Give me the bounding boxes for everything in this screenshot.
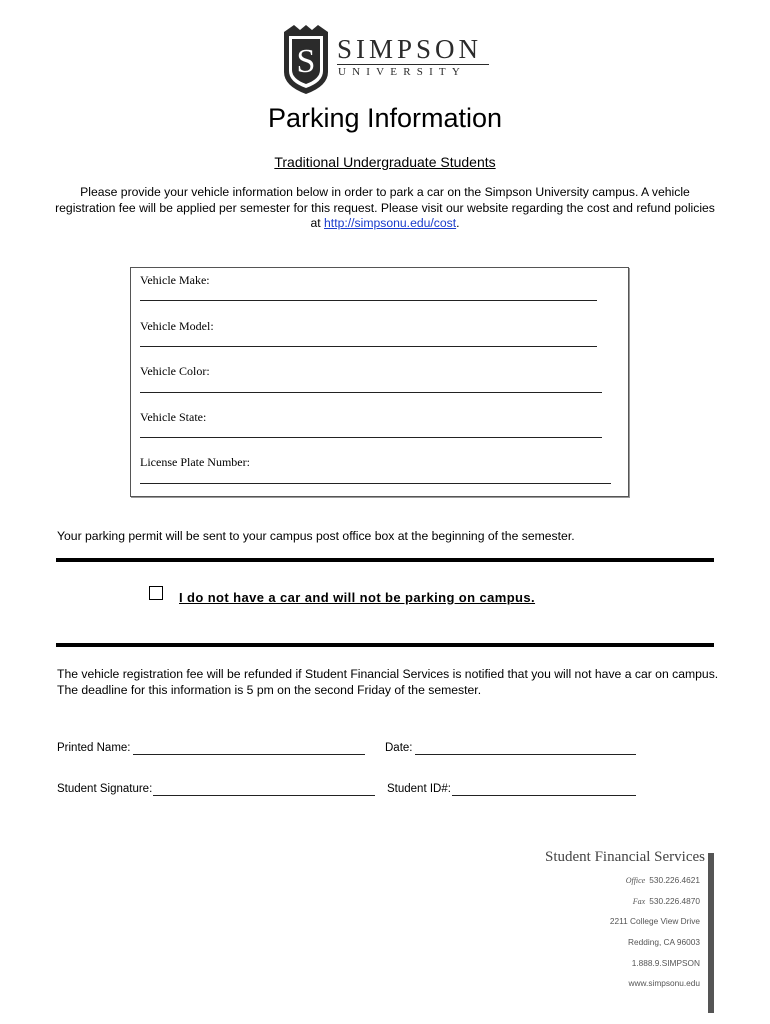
student-id-label: Student ID#: (387, 783, 451, 795)
vehicle-state-field[interactable] (140, 437, 602, 438)
intro-after: . (456, 216, 460, 230)
date-field[interactable] (415, 754, 636, 755)
vehicle-make-label: Vehicle Make: (140, 273, 210, 287)
vehicle-model-label: Vehicle Model: (140, 319, 214, 333)
office-phone: 530.226.4621 (649, 875, 700, 885)
printed-name-label: Printed Name: (57, 742, 131, 754)
fax-phone: 530.226.4870 (649, 896, 700, 906)
page-subtitle: Traditional Undergraduate Students (274, 154, 496, 170)
footer-city: Redding, CA 96003 (628, 937, 700, 947)
cost-policy-link[interactable]: http://simpsonu.edu/cost (324, 216, 457, 230)
logo-subtitle: UNIVERSITY (338, 66, 466, 78)
divider-top (56, 558, 714, 562)
footer-toll-free: 1.888.9.SIMPSON (631, 958, 700, 968)
footer-accent-bar (708, 853, 714, 1013)
refund-note: The vehicle registration fee will be refunded if Student Financial Services is notified that you will not have a car on campus. The deadline for this information is 5 pm on the second Friday of the semester. (57, 667, 719, 697)
fax-label: Fax (632, 897, 646, 906)
vehicle-color-field[interactable] (140, 392, 602, 393)
divider-bottom (56, 643, 714, 647)
footer-website: www.simpsonu.edu (628, 978, 700, 988)
intro-paragraph (55, 185, 715, 232)
intro-text: Please provide your vehicle information below in order to park a car on the Simpson University campus. A vehicle registration fee will be applied per semester for this request. Please visit our website regarding the cost and refund policies at (55, 185, 715, 230)
printed-name-field[interactable] (133, 754, 365, 755)
date-label: Date: (385, 742, 413, 754)
permit-note: Your parking permit will be sent to your campus post office box at the beginning of the semester. (57, 529, 575, 543)
vehicle-color-label: Vehicle Color: (140, 364, 210, 378)
vehicle-make-field[interactable] (140, 300, 597, 301)
logo-divider (337, 64, 489, 65)
student-signature-label: Student Signature: (57, 783, 153, 795)
vehicle-model-field[interactable] (140, 346, 597, 347)
no-car-checkbox[interactable] (149, 586, 163, 600)
vehicle-state-label: Vehicle State: (140, 410, 207, 424)
no-car-label: I do not have a car and will not be parking on campus. (179, 590, 536, 605)
logo-wordmark: SIMPSON (337, 34, 483, 64)
student-signature-field[interactable] (153, 795, 375, 796)
student-id-field[interactable] (452, 795, 636, 796)
license-plate-field[interactable] (140, 483, 611, 484)
footer-fax (633, 896, 700, 906)
office-label: Office (625, 876, 646, 885)
footer-office-name: Student Financial Services (545, 849, 705, 865)
page-title: Parking Information (267, 103, 503, 133)
license-plate-label: License Plate Number: (140, 455, 250, 469)
footer-office-phone (626, 875, 700, 885)
svg-text:S: S (296, 43, 316, 80)
footer-street: 2211 College View Drive (609, 916, 700, 926)
